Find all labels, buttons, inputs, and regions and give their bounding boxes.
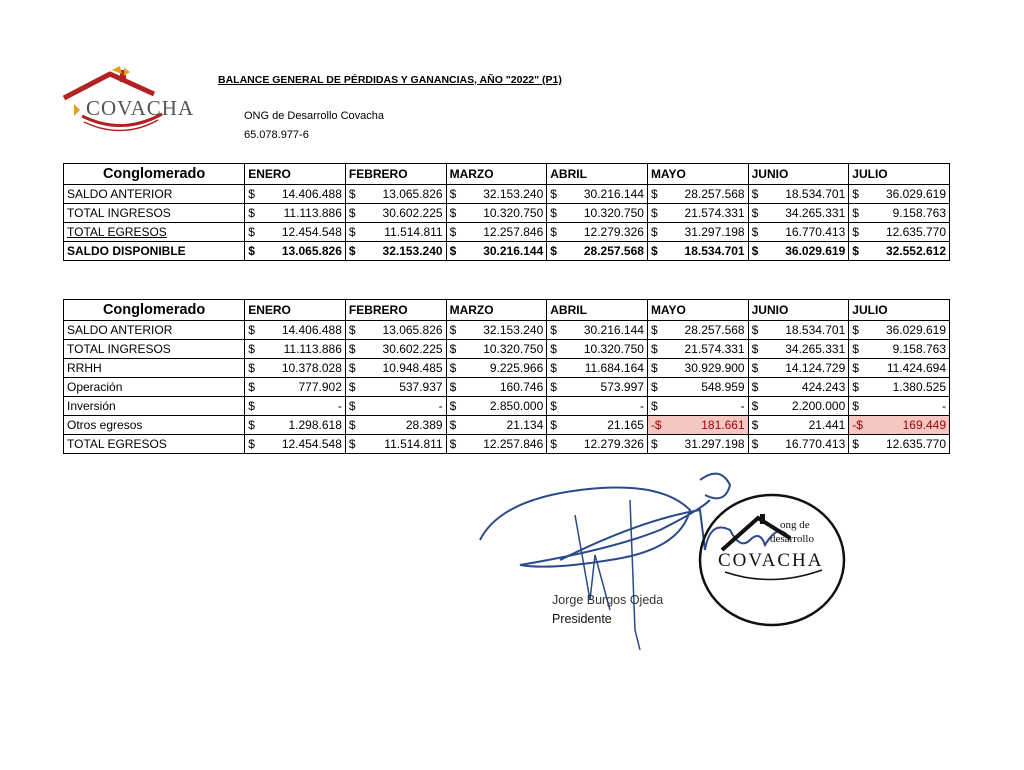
table-row bbox=[64, 223, 950, 242]
row-label bbox=[64, 397, 245, 416]
row-label bbox=[64, 321, 245, 340]
cell-value: 10.378.028 bbox=[259, 359, 346, 378]
cell-value: 36.029.619 bbox=[863, 321, 950, 340]
cell-value: 12.635.770 bbox=[863, 435, 950, 454]
cell-value: 31.297.198 bbox=[662, 435, 749, 454]
cell-value: 13.065.826 bbox=[359, 321, 446, 340]
row-label bbox=[64, 185, 245, 204]
cell-value: 10.320.750 bbox=[460, 340, 547, 359]
logo-text: COVACHA bbox=[86, 96, 195, 120]
currency-symbol: $ bbox=[748, 204, 762, 223]
cell-value: 28.257.568 bbox=[662, 185, 749, 204]
currency-symbol: $ bbox=[345, 378, 359, 397]
currency-symbol: $ bbox=[446, 185, 460, 204]
row-label-text: SALDO DISPONIBLE bbox=[67, 244, 186, 258]
currency-symbol: $ bbox=[849, 397, 863, 416]
currency-symbol: $ bbox=[547, 397, 561, 416]
currency-symbol: $ bbox=[647, 204, 661, 223]
currency-symbol: $ bbox=[446, 340, 460, 359]
cell-value: 21.574.331 bbox=[662, 340, 749, 359]
row-label-text: TOTAL INGRESOS bbox=[67, 342, 171, 356]
cell-value: 12.454.548 bbox=[259, 435, 346, 454]
currency-symbol: $ bbox=[547, 378, 561, 397]
table-row bbox=[64, 378, 950, 397]
cell-value: 2.200.000 bbox=[762, 397, 849, 416]
currency-symbol: $ bbox=[547, 435, 561, 454]
cell-value: 537.937 bbox=[359, 378, 446, 397]
row-label bbox=[64, 359, 245, 378]
cell-value: 28.389 bbox=[359, 416, 446, 435]
stamp-line1: ong de bbox=[780, 519, 810, 531]
organization-name: ONG de Desarrollo Covacha bbox=[244, 110, 385, 122]
currency-symbol: $ bbox=[547, 340, 561, 359]
header-conglomerado: Conglomerado bbox=[64, 164, 245, 185]
currency-symbol: $ bbox=[647, 185, 661, 204]
month-header: ENERO bbox=[245, 164, 346, 185]
currency-symbol: $ bbox=[849, 204, 863, 223]
cell-value: 11.514.811 bbox=[359, 223, 446, 242]
currency-symbol: $ bbox=[345, 242, 359, 261]
currency-symbol: $ bbox=[446, 378, 460, 397]
currency-symbol: $ bbox=[748, 359, 762, 378]
month-header: JULIO bbox=[849, 300, 950, 321]
currency-symbol: $ bbox=[849, 223, 863, 242]
cell-value: 18.534.701 bbox=[762, 321, 849, 340]
cell-value: 36.029.619 bbox=[863, 185, 950, 204]
row-label bbox=[64, 435, 245, 454]
cell-value: 30.216.144 bbox=[561, 185, 648, 204]
currency-symbol: $ bbox=[345, 359, 359, 378]
cell-value: 21.574.331 bbox=[662, 204, 749, 223]
row-label-text: Operación bbox=[67, 380, 123, 394]
currency-symbol: $ bbox=[849, 435, 863, 454]
cell-value: 11.113.886 bbox=[259, 340, 346, 359]
currency-symbol: $ bbox=[345, 204, 359, 223]
currency-symbol: $ bbox=[647, 435, 661, 454]
currency-symbol: $ bbox=[345, 223, 359, 242]
row-label bbox=[64, 416, 245, 435]
cell-value: 2.850.000 bbox=[460, 397, 547, 416]
cell-value: 11.684.164 bbox=[561, 359, 648, 378]
currency-symbol: $ bbox=[748, 397, 762, 416]
currency-symbol: $ bbox=[748, 185, 762, 204]
cell-value: 16.770.413 bbox=[762, 223, 849, 242]
currency-symbol: $ bbox=[647, 242, 661, 261]
cell-value: - bbox=[662, 397, 749, 416]
currency-symbol: $ bbox=[849, 359, 863, 378]
currency-symbol: $ bbox=[547, 204, 561, 223]
organization-rut: 65.078.977-6 bbox=[244, 129, 309, 141]
cell-value: 12.635.770 bbox=[863, 223, 950, 242]
row-label-text: TOTAL EGRESOS bbox=[67, 225, 167, 239]
table-row bbox=[64, 242, 950, 261]
row-label-text: SALDO ANTERIOR bbox=[67, 187, 173, 201]
currency-symbol: $ bbox=[547, 242, 561, 261]
cell-value: 21.165 bbox=[561, 416, 648, 435]
currency-symbol: $ bbox=[547, 185, 561, 204]
cell-value: 34.265.331 bbox=[762, 204, 849, 223]
month-header: FEBRERO bbox=[345, 300, 446, 321]
currency-symbol: $ bbox=[647, 321, 661, 340]
currency-symbol: $ bbox=[345, 435, 359, 454]
currency-symbol: $ bbox=[245, 340, 259, 359]
header-row bbox=[64, 300, 950, 321]
row-label bbox=[64, 340, 245, 359]
currency-symbol: $ bbox=[849, 340, 863, 359]
cell-value: 9.225.966 bbox=[460, 359, 547, 378]
table-row bbox=[64, 397, 950, 416]
month-header: MARZO bbox=[446, 300, 547, 321]
table-row bbox=[64, 359, 950, 378]
row-label-text: Inversión bbox=[67, 399, 116, 413]
cell-value: 32.552.612 bbox=[863, 242, 950, 261]
row-label bbox=[64, 378, 245, 397]
currency-symbol: $ bbox=[849, 185, 863, 204]
cell-value: - bbox=[259, 397, 346, 416]
row-label-text: Otros egresos bbox=[67, 418, 143, 432]
cell-value: 12.454.548 bbox=[259, 223, 346, 242]
cell-value: 34.265.331 bbox=[762, 340, 849, 359]
stamp-line2: desarrollo bbox=[770, 533, 814, 545]
cell-value: 181.661 bbox=[662, 416, 749, 435]
cell-value: 13.065.826 bbox=[259, 242, 346, 261]
currency-symbol: $ bbox=[547, 223, 561, 242]
cell-value: 10.948.485 bbox=[359, 359, 446, 378]
currency-symbol: $ bbox=[849, 378, 863, 397]
currency-symbol: $ bbox=[245, 397, 259, 416]
row-label-text: TOTAL INGRESOS bbox=[67, 206, 171, 220]
currency-symbol: $ bbox=[849, 242, 863, 261]
month-header: ENERO bbox=[245, 300, 346, 321]
cell-value: 1.298.618 bbox=[259, 416, 346, 435]
month-header: ABRIL bbox=[547, 164, 648, 185]
cell-value: 30.216.144 bbox=[561, 321, 648, 340]
currency-symbol: $ bbox=[245, 359, 259, 378]
currency-symbol: $ bbox=[647, 378, 661, 397]
currency-symbol: $ bbox=[647, 397, 661, 416]
table-row bbox=[64, 185, 950, 204]
cell-value: - bbox=[561, 397, 648, 416]
row-label-text: RRHH bbox=[67, 361, 102, 375]
month-header: JULIO bbox=[849, 164, 950, 185]
cell-value: 30.602.225 bbox=[359, 204, 446, 223]
document-title: BALANCE GENERAL DE PÉRDIDAS Y GANANCIAS, AÑO "2022" (P1) bbox=[218, 74, 562, 86]
cell-value: 18.534.701 bbox=[762, 185, 849, 204]
cell-value: 32.153.240 bbox=[359, 242, 446, 261]
currency-symbol: -$ bbox=[647, 416, 661, 435]
currency-symbol: $ bbox=[446, 397, 460, 416]
currency-symbol: $ bbox=[547, 416, 561, 435]
cell-value: 36.029.619 bbox=[762, 242, 849, 261]
cell-value: 160.746 bbox=[460, 378, 547, 397]
row-label bbox=[64, 204, 245, 223]
row-label-text: SALDO ANTERIOR bbox=[67, 323, 173, 337]
header-row bbox=[64, 164, 950, 185]
month-header: MARZO bbox=[446, 164, 547, 185]
table-row bbox=[64, 416, 950, 435]
cell-value: 12.279.326 bbox=[561, 223, 648, 242]
currency-symbol: $ bbox=[245, 204, 259, 223]
currency-symbol: $ bbox=[245, 378, 259, 397]
cell-value: 10.320.750 bbox=[561, 204, 648, 223]
table-row bbox=[64, 204, 950, 223]
currency-symbol: $ bbox=[446, 242, 460, 261]
currency-symbol: $ bbox=[446, 223, 460, 242]
cell-value: 14.124.729 bbox=[762, 359, 849, 378]
row-label bbox=[64, 223, 245, 242]
cell-value: 30.216.144 bbox=[460, 242, 547, 261]
month-header: JUNIO bbox=[748, 300, 849, 321]
cell-value: - bbox=[359, 397, 446, 416]
currency-symbol: $ bbox=[446, 416, 460, 435]
cell-value: 11.424.694 bbox=[863, 359, 950, 378]
cell-value: - bbox=[863, 397, 950, 416]
cell-value: 32.153.240 bbox=[460, 321, 547, 340]
month-header: MAYO bbox=[647, 164, 748, 185]
currency-symbol: $ bbox=[748, 340, 762, 359]
currency-symbol: $ bbox=[647, 223, 661, 242]
currency-symbol: $ bbox=[245, 242, 259, 261]
currency-symbol: $ bbox=[446, 321, 460, 340]
table-row bbox=[64, 435, 950, 454]
cell-value: 21.441 bbox=[762, 416, 849, 435]
currency-symbol: $ bbox=[245, 321, 259, 340]
currency-symbol: $ bbox=[345, 321, 359, 340]
currency-symbol: $ bbox=[345, 185, 359, 204]
cell-value: 18.534.701 bbox=[662, 242, 749, 261]
currency-symbol: $ bbox=[446, 359, 460, 378]
cell-value: 10.320.750 bbox=[561, 340, 648, 359]
summary-table bbox=[63, 163, 950, 261]
month-header: ABRIL bbox=[547, 300, 648, 321]
currency-symbol: $ bbox=[245, 416, 259, 435]
currency-symbol: $ bbox=[748, 435, 762, 454]
cell-value: 10.320.750 bbox=[460, 204, 547, 223]
table-row bbox=[64, 321, 950, 340]
cell-value: 424.243 bbox=[762, 378, 849, 397]
row-label-text: TOTAL EGRESOS bbox=[67, 437, 167, 451]
currency-symbol: -$ bbox=[849, 416, 863, 435]
row-label bbox=[64, 242, 245, 261]
currency-symbol: $ bbox=[748, 321, 762, 340]
cell-value: 31.297.198 bbox=[662, 223, 749, 242]
currency-symbol: $ bbox=[245, 185, 259, 204]
month-header: FEBRERO bbox=[345, 164, 446, 185]
cell-value: 30.602.225 bbox=[359, 340, 446, 359]
currency-symbol: $ bbox=[345, 340, 359, 359]
currency-symbol: $ bbox=[748, 378, 762, 397]
cell-value: 13.065.826 bbox=[359, 185, 446, 204]
cell-value: 14.406.488 bbox=[259, 321, 346, 340]
cell-value: 9.158.763 bbox=[863, 204, 950, 223]
currency-symbol: $ bbox=[547, 359, 561, 378]
signature-stamp-icon bbox=[460, 460, 860, 660]
signatory-name: Jorge Burgos Ojeda bbox=[552, 593, 664, 607]
currency-symbol: $ bbox=[748, 416, 762, 435]
currency-symbol: $ bbox=[345, 397, 359, 416]
currency-symbol: $ bbox=[345, 416, 359, 435]
currency-symbol: $ bbox=[647, 359, 661, 378]
currency-symbol: $ bbox=[547, 321, 561, 340]
cell-value: 9.158.763 bbox=[863, 340, 950, 359]
cell-value: 1.380.525 bbox=[863, 378, 950, 397]
cell-value: 11.514.811 bbox=[359, 435, 446, 454]
currency-symbol: $ bbox=[245, 435, 259, 454]
cell-value: 12.257.846 bbox=[460, 435, 547, 454]
currency-symbol: $ bbox=[748, 223, 762, 242]
cell-value: 28.257.568 bbox=[561, 242, 648, 261]
cell-value: 14.406.488 bbox=[259, 185, 346, 204]
cell-value: 16.770.413 bbox=[762, 435, 849, 454]
cell-value: 11.113.886 bbox=[259, 204, 346, 223]
cell-value: 32.153.240 bbox=[460, 185, 547, 204]
month-header: MAYO bbox=[647, 300, 748, 321]
header-conglomerado: Conglomerado bbox=[64, 300, 245, 321]
cell-value: 169.449 bbox=[863, 416, 950, 435]
cell-value: 12.257.846 bbox=[460, 223, 547, 242]
cell-value: 548.959 bbox=[662, 378, 749, 397]
currency-symbol: $ bbox=[446, 204, 460, 223]
detail-table bbox=[63, 299, 950, 454]
stamp-line3: COVACHA bbox=[718, 550, 824, 571]
currency-symbol: $ bbox=[748, 242, 762, 261]
currency-symbol: $ bbox=[647, 340, 661, 359]
signatory-role: Presidente bbox=[552, 612, 612, 626]
cell-value: 573.997 bbox=[561, 378, 648, 397]
currency-symbol: $ bbox=[245, 223, 259, 242]
month-header: JUNIO bbox=[748, 164, 849, 185]
table-row bbox=[64, 340, 950, 359]
cell-value: 777.902 bbox=[259, 378, 346, 397]
cell-value: 21.134 bbox=[460, 416, 547, 435]
cell-value: 28.257.568 bbox=[662, 321, 749, 340]
currency-symbol: $ bbox=[849, 321, 863, 340]
cell-value: 12.279.326 bbox=[561, 435, 648, 454]
cell-value: 30.929.900 bbox=[662, 359, 749, 378]
currency-symbol: $ bbox=[446, 435, 460, 454]
